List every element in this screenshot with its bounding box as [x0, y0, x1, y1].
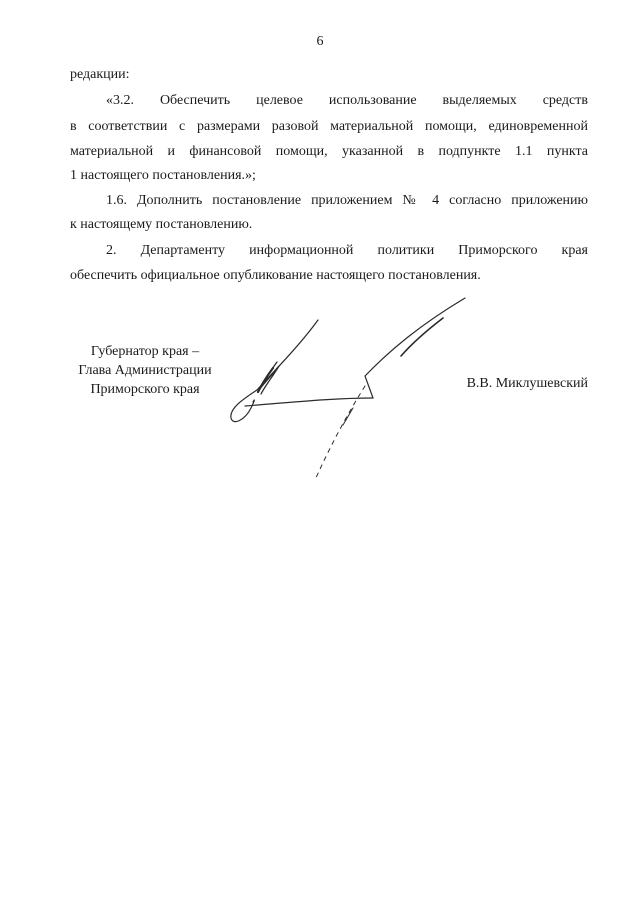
- handwritten-signature: [215, 290, 485, 490]
- position-line-3: Приморского края: [90, 382, 200, 397]
- signatory-position: [70, 342, 220, 399]
- position-line-1: Губернатор края –: [90, 344, 200, 359]
- body-line-5: 1 настоящего постановления.»;: [70, 168, 256, 183]
- body-line-7: к настоящему постановлению.: [70, 217, 253, 232]
- body-line-1: редакции:: [70, 67, 130, 82]
- page-number: 6: [316, 34, 324, 49]
- signature-stroke: [365, 298, 465, 398]
- body-line-4: материальной и финансовой помощи, указанной в подпункте 1.1 пункта: [70, 144, 588, 159]
- body-line-9: обеспечить официальное опубликование настоящего постановления.: [70, 268, 481, 283]
- signature-stroke: [343, 408, 353, 425]
- signature-stroke: [259, 362, 279, 394]
- signatory-name: В.В. Миклушевский: [466, 376, 588, 391]
- body-line-3: в соответствии с размерами разовой материальной помощи, единовременной: [70, 119, 588, 134]
- body-line-2: «3.2. Обеспечить целевое использование выделяемых средств: [106, 93, 588, 108]
- signature-stroke: [258, 368, 273, 392]
- position-line-2: Глава Администрации: [78, 363, 212, 378]
- body-line-8: 2. Департаменту информационной политики Приморского края: [106, 243, 588, 258]
- body-line-6: 1.6. Дополнить постановление приложением № 4 согласно приложению: [106, 193, 588, 208]
